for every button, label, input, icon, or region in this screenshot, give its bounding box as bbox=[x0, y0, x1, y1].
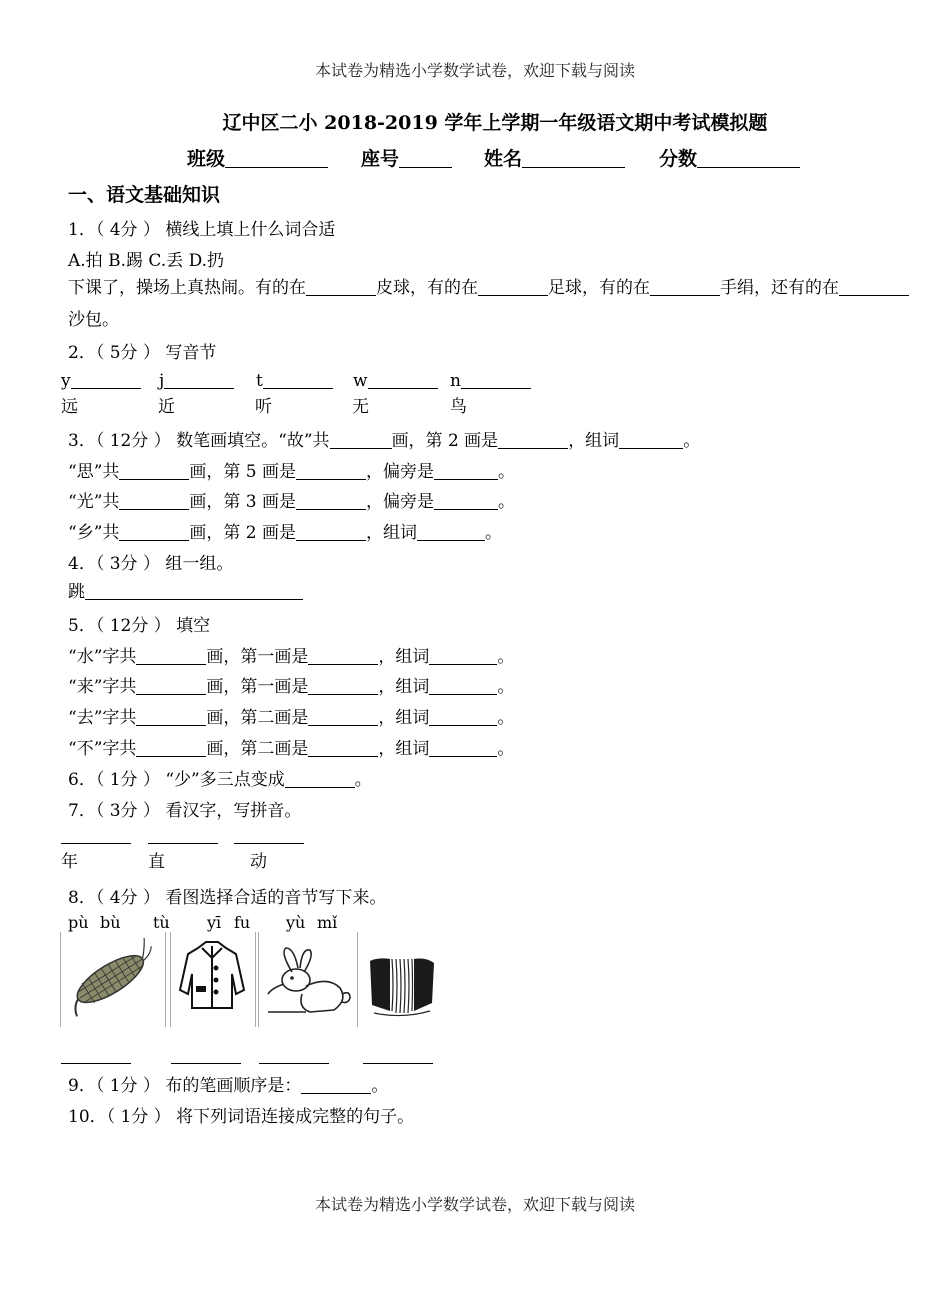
answer-blank[interactable] bbox=[429, 677, 497, 695]
syllable-option: bù bbox=[100, 913, 121, 932]
score-field bbox=[659, 144, 800, 171]
text-part: ，组词 bbox=[378, 647, 430, 667]
name-field bbox=[484, 144, 625, 171]
score-blank[interactable] bbox=[697, 150, 800, 168]
answer-blank[interactable] bbox=[85, 582, 227, 600]
picture-divider bbox=[60, 932, 61, 1027]
picture-answer-line[interactable] bbox=[363, 1063, 433, 1064]
text-part: 画，第二画是 bbox=[206, 739, 309, 759]
answer-blank[interactable] bbox=[308, 677, 378, 695]
answer-blank[interactable] bbox=[227, 582, 303, 600]
pinyin-blank[interactable] bbox=[164, 371, 234, 389]
pinyin-cell bbox=[256, 370, 333, 392]
given-char: 跳 bbox=[68, 582, 85, 602]
answer-blank[interactable] bbox=[296, 462, 366, 480]
syllable-option: fu bbox=[234, 913, 251, 932]
text-part: “故”共 bbox=[278, 431, 330, 451]
seat-field bbox=[361, 144, 452, 171]
picture-divider bbox=[258, 932, 259, 1027]
page-title: 辽中区二小 2018-2019 学年上学期一年级语文期中考试模拟题 bbox=[222, 112, 768, 134]
text-part: “水”字共 bbox=[68, 647, 137, 667]
syllable-option: tù bbox=[153, 913, 170, 932]
answer-blank[interactable] bbox=[650, 278, 720, 296]
text-part: ，组词 bbox=[568, 431, 620, 451]
answer-blank[interactable] bbox=[136, 739, 206, 757]
answer-blank[interactable] bbox=[498, 431, 568, 449]
question-3-heading: 3．（ 12分 ） 数笔画填空。 bbox=[68, 431, 279, 451]
question-4-heading: 4．（ 3分 ） 组一组。 bbox=[68, 554, 234, 574]
picture-answer-line[interactable] bbox=[259, 1063, 329, 1064]
question-8-heading: 8．（ 4分 ） 看图选择合适的音节写下来。 bbox=[68, 888, 387, 908]
syllable-option: yī bbox=[207, 913, 222, 932]
hanzi-char: 鸟 bbox=[450, 397, 467, 417]
answer-blank[interactable] bbox=[285, 770, 355, 788]
text-part: “不”字共 bbox=[68, 739, 137, 759]
text-part: 。 bbox=[498, 492, 516, 512]
answer-blank[interactable] bbox=[119, 523, 189, 541]
question-5-heading: 5．（ 12分 ） 填空 bbox=[68, 616, 211, 636]
pinyin-cell bbox=[450, 370, 531, 392]
text-part: “来”字共 bbox=[68, 677, 137, 697]
question-5-row bbox=[68, 646, 514, 668]
syllable-option: pù bbox=[68, 913, 89, 932]
section-heading: 一、语文基础知识 bbox=[68, 184, 221, 206]
text-part: ，偏旁是 bbox=[366, 492, 435, 512]
hanzi-char: 动 bbox=[250, 852, 267, 872]
hanzi-char: 听 bbox=[255, 397, 272, 417]
question-1-sentence bbox=[68, 277, 909, 299]
class-field bbox=[187, 144, 328, 171]
answer-blank[interactable] bbox=[136, 708, 206, 726]
text-part: 。 bbox=[371, 1076, 389, 1096]
question-1-options: A.拍 B.踢 C.丢 D.扔 bbox=[68, 251, 225, 271]
text-part: 。 bbox=[497, 677, 515, 697]
answer-blank[interactable] bbox=[429, 647, 497, 665]
hanzi-char: 近 bbox=[158, 397, 175, 417]
answer-blank[interactable] bbox=[119, 462, 189, 480]
text-part: “光”共 bbox=[68, 492, 120, 512]
answer-blank[interactable] bbox=[136, 647, 206, 665]
answer-blank[interactable] bbox=[308, 739, 378, 757]
text-part: 。 bbox=[497, 647, 515, 667]
pinyin-answer-line[interactable] bbox=[61, 843, 131, 844]
syllable-option: yù bbox=[286, 913, 306, 932]
text-part: 。 bbox=[497, 739, 515, 759]
waterfall-picture bbox=[368, 955, 436, 1020]
answer-blank[interactable] bbox=[478, 278, 548, 296]
answer-blank[interactable] bbox=[136, 677, 206, 695]
answer-blank[interactable] bbox=[119, 492, 189, 510]
question-9-heading: 9．（ 1分 ） 布的笔画顺序是： bbox=[68, 1076, 302, 1096]
answer-blank[interactable] bbox=[434, 492, 498, 510]
text-part: “乡”共 bbox=[68, 523, 120, 543]
picture-answer-line[interactable] bbox=[171, 1063, 241, 1064]
seat-blank[interactable] bbox=[399, 150, 452, 168]
hanzi-char: 年 bbox=[61, 852, 78, 872]
pinyin-blank[interactable] bbox=[368, 371, 438, 389]
syllable-option: mǐ bbox=[317, 913, 338, 932]
question-3-line-3 bbox=[68, 491, 515, 513]
seat-label: 座号 bbox=[361, 148, 400, 170]
text-part: 画，第 5 画是 bbox=[189, 462, 297, 482]
score-label: 分数 bbox=[659, 148, 698, 170]
pinyin-answer-line[interactable] bbox=[234, 843, 304, 844]
answer-blank[interactable] bbox=[417, 523, 485, 541]
pinyin-cell bbox=[61, 370, 141, 392]
header-note: 本试卷为精选小学数学试卷，欢迎下载与阅读 bbox=[314, 61, 635, 80]
text-part: 画，第二画是 bbox=[206, 708, 309, 728]
text-part: 。 bbox=[498, 462, 516, 482]
answer-blank[interactable] bbox=[308, 708, 378, 726]
picture-divider bbox=[165, 932, 166, 1027]
question-6 bbox=[68, 769, 372, 791]
pinyin-initial: j bbox=[159, 371, 165, 391]
pinyin-blank[interactable] bbox=[461, 371, 531, 389]
text-part: 画，第 3 画是 bbox=[189, 492, 297, 512]
text-part: ，组词 bbox=[378, 708, 430, 728]
pinyin-initial: w bbox=[353, 371, 368, 391]
text-part: ，组词 bbox=[378, 677, 430, 697]
answer-blank[interactable] bbox=[296, 523, 366, 541]
question-6-heading: 6．（ 1分 ） “少”多三点变成 bbox=[68, 770, 285, 790]
rabbit-picture bbox=[262, 942, 354, 1022]
text-part: 。 bbox=[497, 708, 515, 728]
answer-blank[interactable] bbox=[330, 431, 392, 449]
text-part: ，组词 bbox=[378, 739, 430, 759]
sentence-part: 足球，有的在 bbox=[548, 278, 650, 298]
pinyin-initial: t bbox=[256, 371, 263, 391]
question-1-sentence-end: 沙包。 bbox=[68, 310, 119, 330]
picture-divider bbox=[357, 932, 358, 1027]
answer-blank[interactable] bbox=[619, 431, 683, 449]
question-2-heading: 2．（ 5分 ） 写音节 bbox=[68, 343, 217, 363]
question-5-row bbox=[68, 738, 514, 760]
question-3-line-4 bbox=[68, 522, 502, 544]
question-7-heading: 7．（ 3分 ） 看汉字，写拼音。 bbox=[68, 801, 302, 821]
text-part: 画，第一画是 bbox=[206, 677, 309, 697]
pinyin-cell bbox=[159, 370, 234, 392]
text-part: 画，第 2 画是 bbox=[189, 523, 297, 543]
answer-blank[interactable] bbox=[306, 278, 376, 296]
picture-divider bbox=[255, 932, 256, 1027]
question-3-line-2 bbox=[68, 461, 515, 483]
answer-blank[interactable] bbox=[308, 647, 378, 665]
text-part: ，偏旁是 bbox=[366, 462, 435, 482]
hanzi-char: 远 bbox=[61, 397, 78, 417]
hanzi-char: 直 bbox=[148, 852, 165, 872]
pinyin-blank[interactable] bbox=[263, 371, 333, 389]
pinyin-cell bbox=[353, 370, 438, 392]
text-part: “去”字共 bbox=[68, 708, 137, 728]
answer-blank[interactable] bbox=[429, 708, 497, 726]
pinyin-initial: n bbox=[450, 371, 461, 391]
answer-blank[interactable] bbox=[301, 1076, 371, 1094]
name-blank[interactable] bbox=[522, 150, 625, 168]
question-5-row bbox=[68, 676, 514, 698]
picture-divider bbox=[170, 932, 171, 1027]
class-blank[interactable] bbox=[225, 150, 328, 168]
pinyin-initial: y bbox=[61, 371, 71, 391]
answer-blank[interactable] bbox=[296, 492, 366, 510]
pinyin-answer-line[interactable] bbox=[148, 843, 218, 844]
footer-note: 本试卷为精选小学数学试卷，欢迎下载与阅读 bbox=[314, 1195, 635, 1214]
text-part: 。 bbox=[485, 523, 503, 543]
text-part: 。 bbox=[354, 770, 372, 790]
question-10-heading: 10．（ 1分 ） 将下列词语连接成完整的句子。 bbox=[68, 1107, 415, 1127]
text-part: 画，第 2 画是 bbox=[391, 431, 499, 451]
question-3-line-1 bbox=[68, 430, 700, 452]
text-part: 。 bbox=[683, 431, 701, 451]
question-4-word bbox=[68, 581, 303, 603]
pinyin-blank[interactable] bbox=[71, 371, 141, 389]
question-9 bbox=[68, 1075, 388, 1097]
question-5-row bbox=[68, 707, 514, 729]
hanzi-char: 无 bbox=[352, 397, 369, 417]
class-label: 班级 bbox=[187, 148, 226, 170]
picture-answer-line[interactable] bbox=[61, 1063, 131, 1064]
text-part: “思”共 bbox=[68, 462, 120, 482]
sentence-part: 手绢，还有的在 bbox=[720, 278, 839, 298]
answer-blank[interactable] bbox=[429, 739, 497, 757]
sentence-part: 皮球，有的在 bbox=[376, 278, 478, 298]
text-part: ，组词 bbox=[366, 523, 418, 543]
question-1-heading: 1．（ 4分 ） 横线上填上什么词合适 bbox=[68, 220, 336, 240]
answer-blank[interactable] bbox=[434, 462, 498, 480]
answer-blank[interactable] bbox=[839, 278, 909, 296]
text-part: 画，第一画是 bbox=[206, 647, 309, 667]
sentence-part: 下课了，操场上真热闹。有的在 bbox=[68, 278, 306, 298]
name-label: 姓名 bbox=[484, 148, 523, 170]
corn-picture bbox=[62, 938, 162, 1018]
coat-picture bbox=[172, 938, 252, 1013]
